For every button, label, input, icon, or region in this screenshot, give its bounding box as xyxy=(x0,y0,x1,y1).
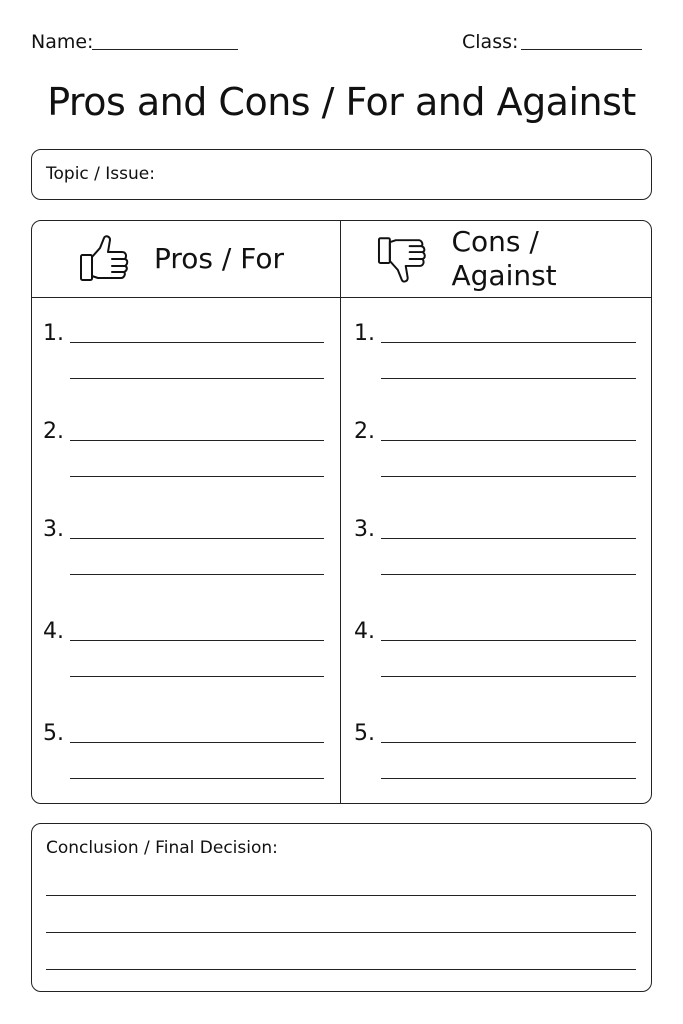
cons-item-line[interactable] xyxy=(381,378,636,379)
cons-column-label: Cons / Against xyxy=(451,225,557,292)
cons-item-line[interactable] xyxy=(381,476,636,477)
page-title: Pros and Cons / For and Against xyxy=(47,80,636,124)
pros-item-line[interactable] xyxy=(70,676,324,677)
header-divider xyxy=(32,297,651,298)
conclusion-line[interactable] xyxy=(46,969,636,970)
name-field[interactable] xyxy=(92,49,238,50)
cons-item-line[interactable] xyxy=(381,342,636,343)
pros-item-number: 5. xyxy=(43,721,64,746)
conclusion-box xyxy=(31,823,652,992)
class-label: Class: xyxy=(462,31,519,53)
pros-item-number: 4. xyxy=(43,619,64,644)
cons-item-line[interactable] xyxy=(381,676,636,677)
cons-item-line[interactable] xyxy=(381,742,636,743)
topic-label: Topic / Issue: xyxy=(46,164,155,184)
pros-item-line[interactable] xyxy=(70,778,324,779)
pros-item-line[interactable] xyxy=(70,640,324,641)
cons-item-number: 2. xyxy=(354,419,375,444)
pros-item-number: 3. xyxy=(43,517,64,542)
cons-item-number: 1. xyxy=(354,321,375,346)
conclusion-label: Conclusion / Final Decision: xyxy=(46,838,278,858)
cons-item-line[interactable] xyxy=(381,574,636,575)
pros-item-line[interactable] xyxy=(70,342,324,343)
pros-item-number: 2. xyxy=(43,419,64,444)
thumbs-down-icon xyxy=(376,232,429,286)
name-label: Name: xyxy=(31,31,94,53)
conclusion-line[interactable] xyxy=(46,895,636,896)
cons-item-number: 4. xyxy=(354,619,375,644)
pros-item-number: 1. xyxy=(43,321,64,346)
cons-item-line[interactable] xyxy=(381,440,636,441)
pros-column-label: Pros / For xyxy=(154,242,284,275)
cons-item-line[interactable] xyxy=(381,640,636,641)
cons-item-line[interactable] xyxy=(381,538,636,539)
column-divider xyxy=(340,221,341,803)
pros-item-line[interactable] xyxy=(70,378,324,379)
pros-item-line[interactable] xyxy=(70,476,324,477)
conclusion-line[interactable] xyxy=(46,932,636,933)
class-field[interactable] xyxy=(521,49,642,50)
pros-item-line[interactable] xyxy=(70,538,324,539)
topic-box[interactable] xyxy=(31,149,652,200)
thumbs-up-icon xyxy=(78,232,132,286)
cons-item-number: 3. xyxy=(354,517,375,542)
pros-item-line[interactable] xyxy=(70,574,324,575)
cons-item-line[interactable] xyxy=(381,778,636,779)
pros-column-header xyxy=(78,221,284,297)
cons-item-number: 5. xyxy=(354,721,375,746)
pros-cons-table xyxy=(31,220,652,804)
cons-column-header xyxy=(376,221,651,297)
pros-item-line[interactable] xyxy=(70,440,324,441)
pros-item-line[interactable] xyxy=(70,742,324,743)
